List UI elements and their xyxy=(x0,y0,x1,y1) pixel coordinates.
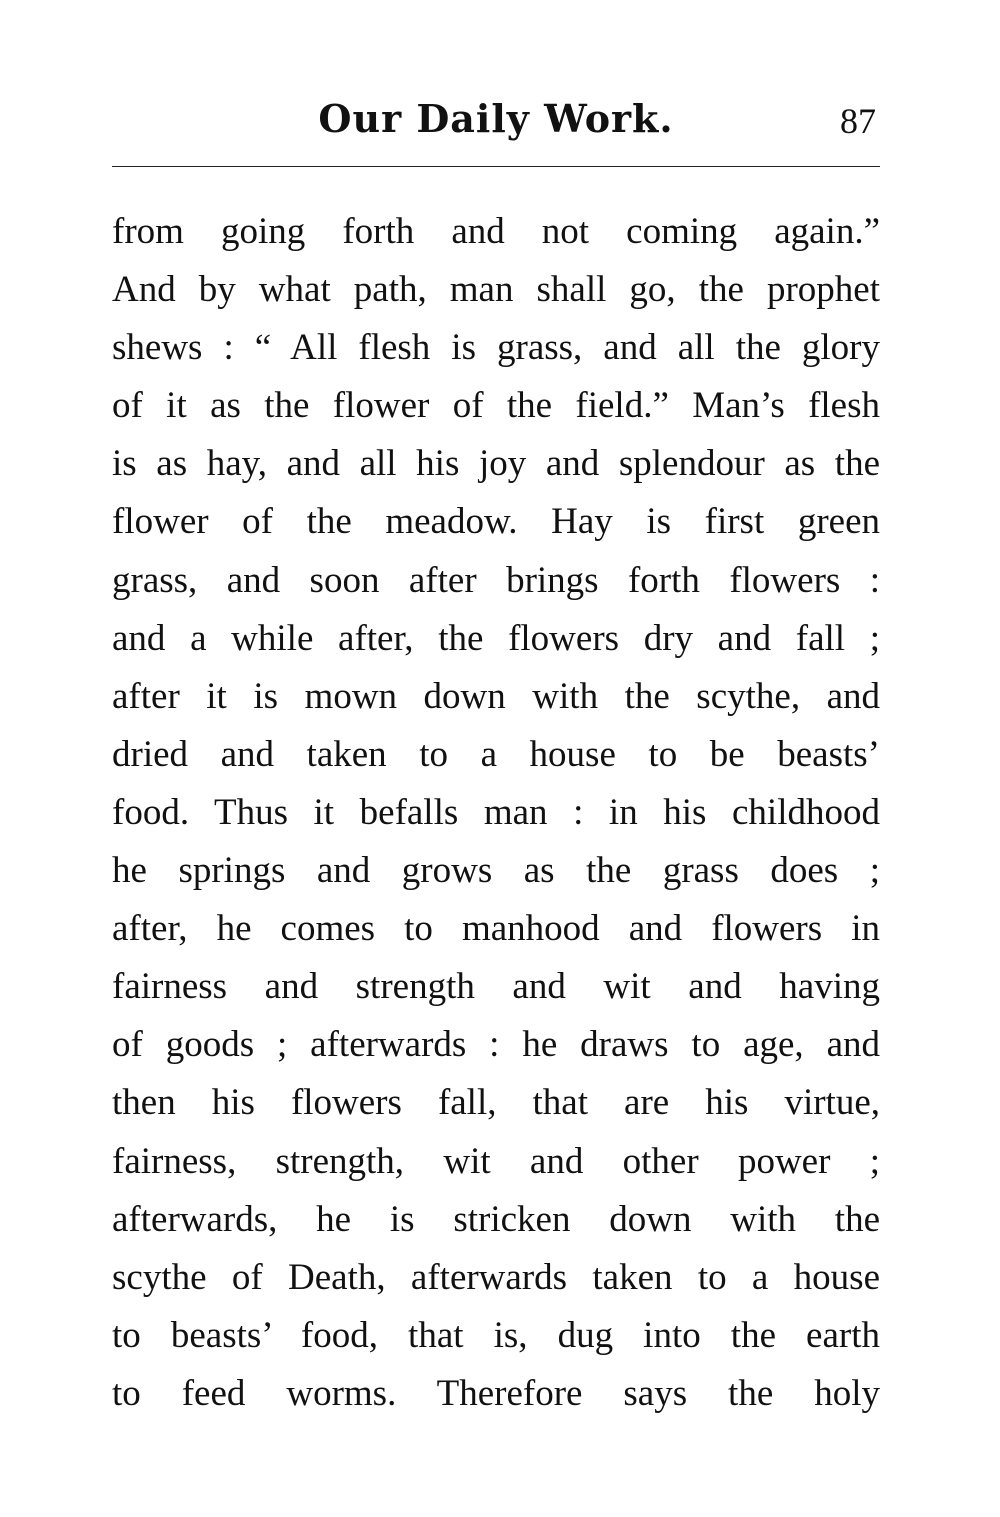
text-line: of it as the flower of the field.” Man’s flesh xyxy=(112,385,880,427)
text-line: after, he comes to manhood and flowers in xyxy=(112,908,880,950)
text-line: scythe of Death, afterwards taken to a house xyxy=(112,1256,880,1298)
text-line: dried and taken to a house to be beasts’ xyxy=(112,733,880,775)
text-line: And by what path, man shall go, the prophet xyxy=(112,269,880,311)
text-line: he springs and grows as the grass does ; xyxy=(112,850,880,892)
text-line: to beasts’ food, that is, dug into the earth xyxy=(112,1314,880,1356)
running-title: Our Daily Work. xyxy=(318,96,674,141)
text-line: of goods ; afterwards : he draws to age, and xyxy=(112,1024,880,1066)
body-text xyxy=(112,203,880,1423)
header-rule xyxy=(112,166,880,167)
text-line: and a while after, the flowers dry and fall ; xyxy=(112,617,880,659)
text-line: is as hay, and all his joy and splendour as the xyxy=(112,443,880,485)
page-number: 87 xyxy=(840,101,876,141)
text-line: fairness and strength and wit and having xyxy=(112,966,880,1008)
text-line: from going forth and not coming again.” xyxy=(112,211,880,252)
text-line: food. Thus it befalls man : in his childhood xyxy=(112,791,880,833)
text-line: to feed worms. Therefore says the holy xyxy=(112,1372,880,1414)
text-line: after it is mown down with the scythe, and xyxy=(112,675,880,717)
text-line: shews : “ All flesh is grass, and all the glory xyxy=(112,327,880,369)
text-line: flower of the meadow. Hay is first green xyxy=(112,501,880,543)
text-line: fairness, strength, wit and other power ; xyxy=(112,1140,880,1182)
text-line: then his flowers fall, that are his virtue, xyxy=(112,1082,880,1124)
text-line: afterwards, he is stricken down with the xyxy=(112,1198,880,1240)
text-line: grass, and soon after brings forth flowers : xyxy=(112,559,880,601)
page-header xyxy=(112,96,880,156)
